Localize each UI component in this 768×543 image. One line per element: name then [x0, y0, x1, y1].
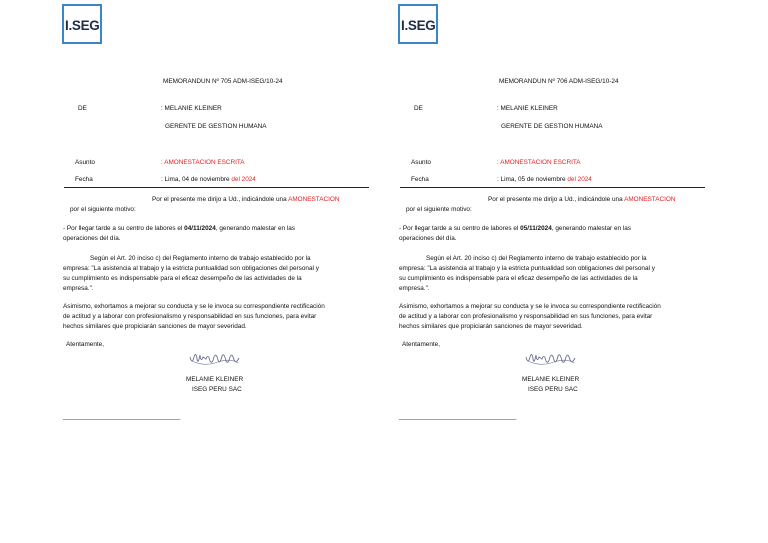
header-divider: [400, 187, 705, 188]
header-divider: [64, 187, 369, 188]
closing-line-3: hechos similares que propiciarán sanciones de mayor severidad.: [63, 323, 247, 330]
intro-line: [488, 196, 675, 204]
signer-company: ISEG PERU SAC: [192, 386, 242, 393]
article-line-4: empresa.".: [63, 285, 94, 292]
intro-amonestacion: AMONESTACION: [624, 196, 676, 203]
reason-text: - Por llegar tarde a su centro de labores el: [63, 225, 185, 232]
memo-706: [390, 0, 710, 543]
article-line-2: empresa: "La asistencia al trabajo y la estricta puntualidad son obligaciones del personal y: [63, 265, 319, 272]
label-fecha: Fecha: [411, 176, 429, 183]
label-asunto: Asunto: [75, 159, 95, 166]
from-position: GERENTE DE GESTION HUMANA: [501, 123, 603, 130]
regards: Atentamente,: [66, 341, 105, 348]
article-line-3: su cumplimiento es indispensable para el eficaz desempeño de las actividades de la: [63, 275, 302, 282]
date-year: del 2024: [231, 176, 256, 183]
closing-line-2: de actitud y a laborar con profesionalismo y responsabilidad en sus funciones, para evitar: [399, 313, 653, 320]
signature-image: [188, 349, 242, 369]
article-line-1: Según el Art. 20 inciso c) del Reglamento interno de trabajo establecido por la: [426, 255, 647, 262]
reason-text-b: , generando malestar en las: [551, 225, 632, 232]
date-prefix: : Lima, 05 de noviembre: [497, 176, 568, 183]
from-name: : MELANIE KLEINER: [497, 105, 558, 112]
label-de: DE: [414, 105, 423, 112]
signer-company: ISEG PERU SAC: [528, 386, 578, 393]
reason-line-2: operaciones del día.: [399, 235, 457, 242]
reason-line-1: [63, 225, 295, 233]
date-line: [497, 176, 592, 184]
intro-tail: por el siguiente motivo:: [70, 206, 136, 213]
intro-tail: por el siguiente motivo:: [406, 206, 472, 213]
date-year: del 2024: [567, 176, 592, 183]
reason-date: 05/11/2024: [520, 225, 552, 232]
closing-line-2: de actitud y a laborar con profesionalismo y responsabilidad en sus funciones, para evitar: [63, 313, 317, 320]
intro-text: Por el presente me dirijo a Ud., indicándole una: [152, 196, 289, 203]
regards: Atentamente,: [402, 341, 441, 348]
reason-date: 04/11/2024: [184, 225, 216, 232]
label-de: DE: [78, 105, 87, 112]
article-line-1: Según el Art. 20 inciso c) del Reglamento interno de trabajo establecido por la: [90, 255, 311, 262]
signer-name: MELANIE KLEINER: [522, 376, 580, 383]
subject: : AMONESTACION ESCRITA: [497, 159, 581, 166]
logo-text: I.SEG: [65, 18, 100, 33]
subject: : AMONESTACION ESCRITA: [161, 159, 245, 166]
signature-line: _________________________________: [399, 413, 517, 420]
reason-line-2: operaciones del día.: [63, 235, 121, 242]
reason-line-1: [399, 225, 631, 233]
reason-text-b: , generando malestar en las: [215, 225, 296, 232]
date-line: [161, 176, 256, 184]
label-asunto: Asunto: [411, 159, 431, 166]
date-prefix: : Lima, 04 de noviembre: [161, 176, 232, 183]
article-line-3: su cumplimiento es indispensable para el eficaz desempeño de las actividades de la: [399, 275, 638, 282]
closing-line-3: hechos similares que propiciarán sanciones de mayor severidad.: [399, 323, 583, 330]
closing-line-1: Asimismo, exhortamos a mejorar su conducta y se le invoca su correspondiente rectificación: [399, 303, 661, 310]
intro-amonestacion: AMONESTACION: [288, 196, 340, 203]
iseg-logo: [398, 4, 438, 44]
signature-line: _________________________________: [63, 413, 181, 420]
iseg-logo: [62, 4, 102, 44]
signer-name: MELANIE KLEINER: [186, 376, 244, 383]
memo-title: MEMORANDUN Nº 706 ADM-ISEG/10-24: [499, 78, 619, 85]
intro-text: Por el presente me dirijo a Ud., indicándole una: [488, 196, 625, 203]
reason-text: - Por llegar tarde a su centro de labores el: [399, 225, 521, 232]
closing-line-1: Asimismo, exhortamos a mejorar su conducta y se le invoca su correspondiente rectificación: [63, 303, 325, 310]
intro-line: [152, 196, 339, 204]
memo-705: [54, 0, 374, 543]
from-name: : MELANIE KLEINER: [161, 105, 222, 112]
article-line-2: empresa: "La asistencia al trabajo y la estricta puntualidad son obligaciones del personal y: [399, 265, 655, 272]
label-fecha: Fecha: [75, 176, 93, 183]
logo-text: I.SEG: [401, 18, 436, 33]
from-position: GERENTE DE GESTION HUMANA: [165, 123, 267, 130]
signature-image: [524, 349, 578, 369]
article-line-4: empresa.".: [399, 285, 430, 292]
memo-title: MEMORANDUN Nº 705 ADM-ISEG/10-24: [163, 78, 283, 85]
